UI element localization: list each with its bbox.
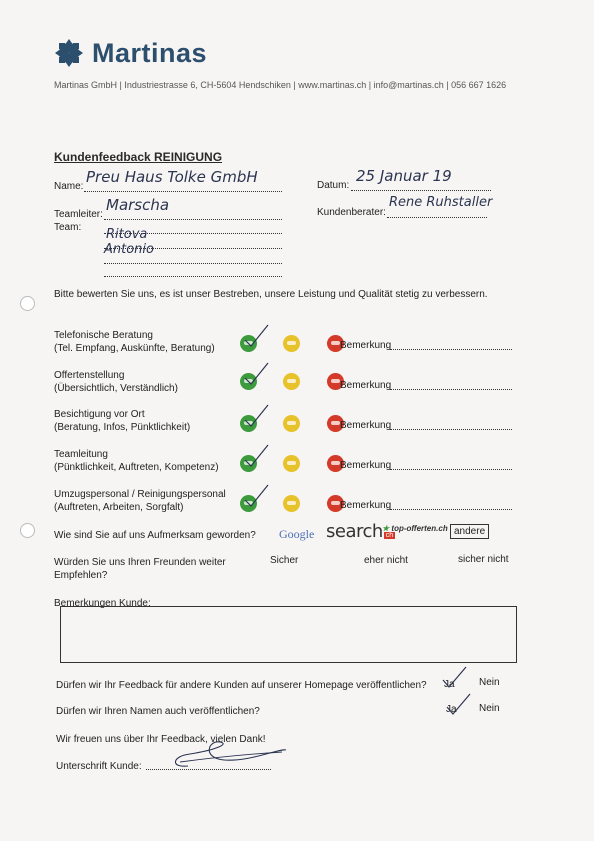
signature-mark <box>160 738 290 774</box>
rating-faces <box>240 335 310 353</box>
publish-question-2: Dürfen wir Ihren Namen auch veröffentlichen? <box>56 706 260 717</box>
recommend-option-sicher[interactable]: Sicher <box>270 555 299 566</box>
team-label: Team: <box>54 222 82 233</box>
remark-line[interactable] <box>390 498 512 510</box>
rating-faces <box>240 495 310 513</box>
remark-line[interactable] <box>390 418 512 430</box>
rating-subtitle: (Auftreten, Arbeiten, Sorgfalt) <box>54 502 184 513</box>
source-question: Wie sind Sie auf uns Aufmerksam geworden? <box>54 530 256 541</box>
punch-hole-bottom <box>20 523 35 538</box>
publish-2-ja[interactable]: Ja <box>446 704 457 715</box>
checkmark-icon <box>242 323 272 349</box>
teamleiter-label: Teamleiter: <box>54 209 103 220</box>
remark-label: Bemerkung <box>340 460 392 471</box>
recommend-option-sicher-nicht[interactable]: sicher nicht <box>458 554 509 565</box>
smiley-neutral-icon[interactable] <box>283 373 300 390</box>
form-title: Kundenfeedback REINIGUNG <box>54 150 223 164</box>
remark-label: Bemerkung <box>340 380 392 391</box>
rating-faces <box>240 415 310 433</box>
smiley-neutral-icon[interactable] <box>283 455 300 472</box>
rating-title: Besichtigung vor Ort <box>54 409 145 420</box>
datum-label: Datum: <box>317 180 350 191</box>
comments-box[interactable] <box>60 606 517 663</box>
team-member-2[interactable]: Antonio <box>104 242 154 257</box>
kundenberater-value[interactable]: Rene Ruhstaller <box>389 195 493 210</box>
rating-title: Offertenstellung <box>54 370 125 381</box>
signature-label: Unterschrift Kunde: <box>56 761 142 772</box>
source-andere[interactable]: andere <box>450 524 489 539</box>
company-address: Martinas GmbH | Industriestrasse 6, CH-5604 Hendschiken | www.martinas.ch | info@martinas.ch | 056 667 1626 <box>54 80 507 90</box>
rating-faces <box>240 373 310 391</box>
smiley-neutral-icon[interactable] <box>283 335 300 352</box>
source-google[interactable]: Google <box>279 527 315 541</box>
checkmark-icon <box>242 443 272 469</box>
checkmark-icon <box>444 692 474 718</box>
checkmark-icon <box>242 483 272 509</box>
rating-subtitle: (Übersichtlich, Verständlich) <box>54 383 178 394</box>
rating-title: Telefonische Beratung <box>54 330 153 341</box>
rating-subtitle: (Beratung, Infos, Pünktlichkeit) <box>54 422 191 433</box>
rating-subtitle: (Tel. Empfang, Auskünfte, Beratung) <box>54 343 215 354</box>
remark-line[interactable] <box>390 378 512 390</box>
source-topofferten[interactable] <box>382 524 448 533</box>
team-member-1[interactable]: Ritova <box>106 227 148 242</box>
remark-label: Bemerkung <box>340 500 392 511</box>
remark-line[interactable] <box>390 458 512 470</box>
punch-hole-top <box>20 296 35 311</box>
checkmark-icon <box>242 361 272 387</box>
comments-label: Bemerkungen Kunde: <box>54 598 151 609</box>
remark-label: Bemerkung <box>340 340 392 351</box>
checkmark-icon <box>242 403 272 429</box>
logo <box>54 38 214 70</box>
name-value[interactable]: Preu Haus Tolke GmbH <box>86 168 258 186</box>
star-icon: ★ <box>382 524 390 533</box>
closing-text: Wir freuen uns über Ihr Feedback, vielen Dank! <box>56 734 266 745</box>
rating-title: Teamleitung <box>54 449 108 460</box>
publish-1-nein[interactable]: Nein <box>479 677 500 688</box>
remark-line[interactable] <box>390 338 512 350</box>
brand-name: Martinas <box>92 38 208 68</box>
remark-label: Bemerkung <box>340 420 392 431</box>
teamleiter-value[interactable]: Marscha <box>106 196 170 214</box>
team-line-4 <box>104 265 282 277</box>
intro-text: Bitte bewerten Sie uns, es ist unser Bestreben, unsere Leistung und Qualität stetig zu verbessern. <box>54 289 488 300</box>
datum-value[interactable]: 25 Januar 19 <box>356 167 452 185</box>
publish-2-nein[interactable]: Nein <box>479 703 500 714</box>
name-label: Name: <box>54 181 84 192</box>
logo-icon <box>54 38 84 68</box>
smiley-neutral-icon[interactable] <box>283 415 300 432</box>
smiley-neutral-icon[interactable] <box>283 495 300 512</box>
kundenberater-label: Kundenberater: <box>317 207 386 218</box>
topofferten-label: top-offerten.ch <box>391 524 448 533</box>
rating-title: Umzugspersonal / Reinigungspersonal <box>54 489 226 500</box>
rating-faces <box>240 455 310 473</box>
publish-1-ja[interactable]: Ja <box>444 679 455 690</box>
recommend-option-eher-nicht[interactable]: eher nicht <box>364 555 408 566</box>
recommend-question-line1: Würden Sie uns Ihren Freunden weiter <box>54 557 226 568</box>
search-logo-text: search <box>326 521 383 542</box>
checkmark-icon <box>440 665 470 691</box>
search-logo-suffix: ch <box>385 532 394 539</box>
publish-question-1: Dürfen wir Ihr Feedback für andere Kunden auf unserer Homepage veröffentlichen? <box>56 680 427 691</box>
rating-subtitle: (Pünktlichkeit, Auftreten, Kompetenz) <box>54 462 219 473</box>
recommend-question-line2: Empfehlen? <box>54 570 108 581</box>
